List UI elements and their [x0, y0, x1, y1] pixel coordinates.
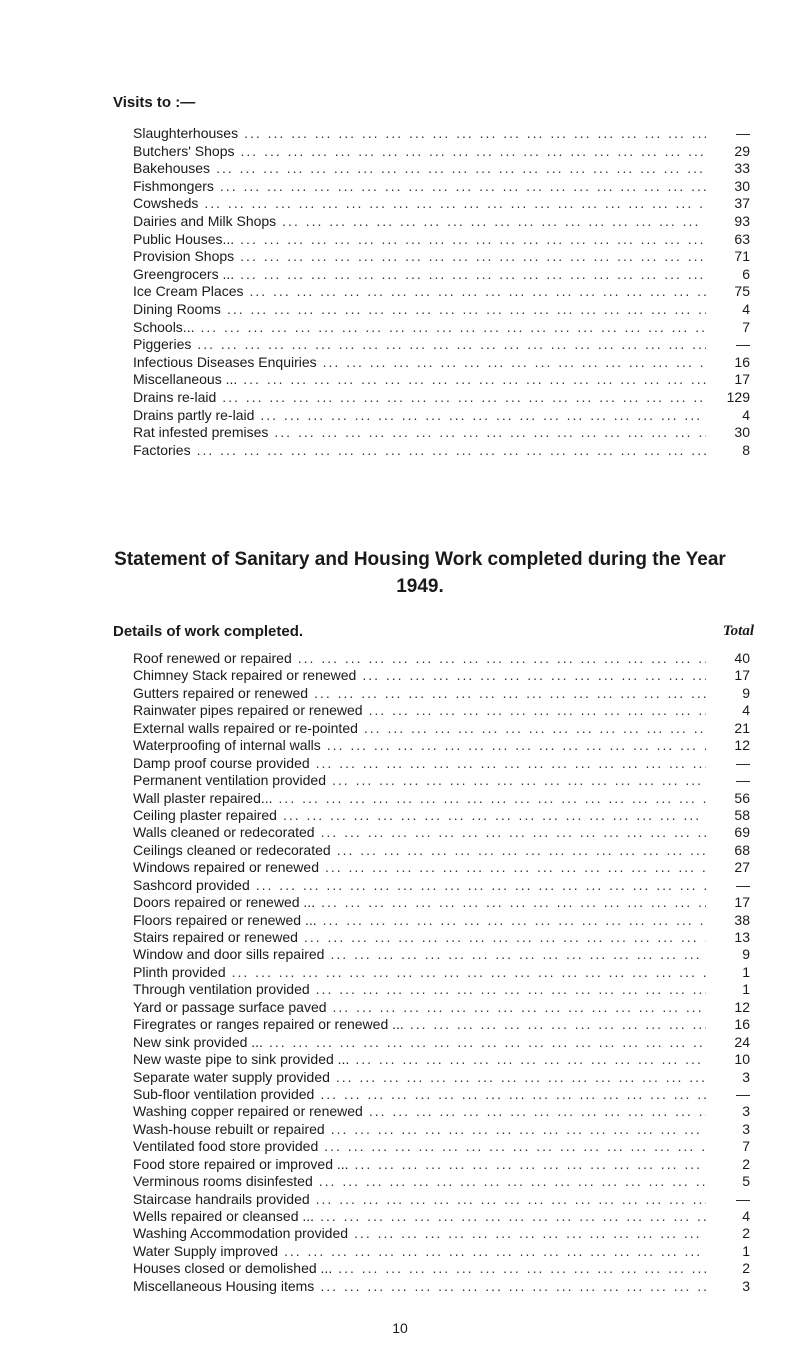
list-item: [133, 824, 750, 841]
list-item: [133, 877, 750, 894]
item-value: 21: [734, 719, 750, 736]
dot-leader: [317, 912, 706, 929]
list-item: [133, 790, 750, 807]
item-value: 4: [742, 1208, 750, 1224]
list-item: [133, 1086, 750, 1103]
item-label: Verminous rooms disinfested: [133, 1173, 313, 1190]
dot-leader: [358, 720, 706, 737]
statement-title-line1: Statement of Sanitary and Housing Work completed during the Year: [114, 549, 726, 570]
item-label: Drains partly re-laid: [133, 406, 255, 423]
list-item: [133, 1173, 750, 1190]
list-item: [133, 354, 750, 372]
item-value: 129: [726, 388, 750, 405]
item-label: Provision Shops: [133, 248, 235, 265]
list-item: [133, 1069, 750, 1086]
dot-leader: [332, 1260, 706, 1277]
list-item: [133, 702, 750, 719]
item-label: Rainwater pipes repaired or renewed: [133, 702, 363, 719]
visits-list: [133, 125, 750, 459]
list-item: [133, 1016, 750, 1033]
item-value: 58: [734, 806, 750, 823]
dot-leader: [226, 964, 706, 981]
dot-leader: [363, 702, 706, 719]
list-item: [133, 283, 750, 301]
item-value: 17: [734, 667, 750, 684]
dot-leader: [349, 1156, 706, 1173]
item-label: Dairies and Milk Shops: [133, 212, 277, 229]
item-value: 9: [742, 946, 750, 963]
item-value: 75: [734, 283, 750, 300]
statement-title: [90, 546, 750, 600]
list-item: [133, 1156, 750, 1173]
dot-leader: [263, 1034, 706, 1051]
list-item: [133, 1051, 750, 1068]
list-item: [133, 125, 750, 143]
dot-leader: [327, 999, 706, 1016]
item-value: 16: [734, 353, 750, 370]
dot-leader: [331, 842, 706, 859]
dot-leader: [325, 1121, 706, 1138]
list-item: [133, 1225, 750, 1242]
item-value: 17: [734, 371, 750, 388]
item-value: —: [736, 1190, 750, 1207]
item-label: Infectious Diseases Enquiries: [133, 353, 317, 370]
details-heading: Details of work completed.: [113, 623, 304, 640]
list-item: [133, 231, 750, 249]
item-value: 7: [742, 318, 750, 335]
list-item: [133, 407, 750, 425]
list-item: [133, 371, 750, 389]
item-value: 27: [734, 859, 750, 876]
item-label: Staircase handrails provided: [133, 1190, 310, 1207]
list-item: [133, 650, 750, 667]
dot-leader: [308, 685, 706, 702]
item-label: Wash-house rebuilt or repaired: [133, 1120, 325, 1137]
dot-leader: [314, 1086, 706, 1103]
item-value: 2: [742, 1260, 750, 1277]
list-item: [133, 1121, 750, 1138]
dot-leader: [326, 772, 706, 789]
dot-leader: [292, 650, 706, 667]
item-value: —: [736, 772, 750, 789]
dot-leader: [314, 1278, 706, 1295]
item-label: Schools...: [133, 318, 195, 335]
item-label: Public Houses...: [133, 230, 235, 247]
dot-leader: [191, 442, 706, 460]
item-label: Separate water supply provided: [133, 1068, 330, 1085]
page-number: 10: [392, 1320, 408, 1336]
item-value: 3: [742, 1103, 750, 1120]
item-value: 38: [734, 911, 750, 928]
item-value: 56: [734, 789, 750, 806]
list-item: [133, 1034, 750, 1051]
list-item: [133, 1208, 750, 1225]
list-item: [133, 685, 750, 702]
dot-leader: [317, 354, 706, 372]
item-value: 1: [742, 963, 750, 980]
item-label: Slaughterhouses: [133, 125, 239, 141]
list-item: [133, 195, 750, 213]
item-label: Houses closed or demolished ...: [133, 1260, 333, 1277]
dot-leader: [210, 160, 706, 178]
item-value: 13: [734, 929, 750, 945]
dot-leader: [324, 946, 706, 963]
item-value: 4: [742, 300, 750, 317]
item-value: 37: [734, 195, 750, 212]
item-label: Ventilated food store provided: [133, 1138, 319, 1155]
list-item: [133, 301, 750, 319]
item-label: Wells repaired or cleansed ...: [133, 1208, 315, 1224]
item-label: New waste pipe to sink provided ...: [133, 1051, 350, 1068]
item-value: 1: [742, 1242, 750, 1259]
item-value: 33: [734, 160, 750, 177]
item-label: Ice Cream Places: [133, 283, 244, 300]
dot-leader: [198, 195, 706, 213]
dot-leader: [250, 877, 706, 894]
item-label: Window and door sills repaired: [133, 946, 325, 963]
dot-leader: [277, 807, 706, 824]
item-value: 12: [734, 998, 750, 1015]
item-label: Food store repaired or improved ...: [133, 1155, 349, 1172]
item-label: Washing copper repaired or renewed: [133, 1103, 363, 1120]
item-value: 17: [734, 894, 750, 911]
item-label: Rat infested premises: [133, 424, 269, 441]
dot-leader: [273, 790, 706, 807]
list-item: [133, 389, 750, 407]
total-column-heading: Total: [722, 623, 754, 639]
list-item: [133, 266, 750, 284]
list-item: [133, 807, 750, 824]
statement-title-line2: 1949.: [396, 576, 444, 597]
list-item: [133, 859, 750, 876]
item-value: 4: [742, 406, 750, 423]
dot-leader: [234, 231, 706, 249]
dot-leader: [348, 1225, 706, 1242]
dot-leader: [234, 248, 706, 266]
item-value: 30: [734, 177, 750, 194]
item-value: 4: [742, 702, 750, 719]
item-label: Washing Accommodation provided: [133, 1225, 349, 1242]
item-label: Doors repaired or renewed ...: [133, 894, 316, 911]
item-label: Bakehouses: [133, 160, 211, 177]
dot-leader: [313, 1173, 706, 1190]
item-value: —: [736, 125, 750, 141]
item-label: Firegrates or ranges repaired or renewed ...: [133, 1016, 404, 1033]
dot-leader: [349, 1051, 706, 1068]
dot-leader: [214, 178, 706, 196]
item-label: Chimney Stack repaired or renewed: [133, 667, 357, 684]
item-label: Through ventilation provided: [133, 981, 310, 998]
item-value: 29: [734, 142, 750, 159]
list-item: [133, 424, 750, 442]
list-item: [133, 1191, 750, 1208]
list-item: [133, 737, 750, 754]
item-value: 6: [742, 265, 750, 282]
item-label: Miscellaneous ...: [133, 371, 238, 388]
item-label: Sashcord provided: [133, 876, 250, 893]
list-item: [133, 720, 750, 737]
item-label: Permanent ventilation provided: [133, 772, 327, 789]
item-value: 30: [734, 424, 750, 441]
list-item: [133, 319, 750, 337]
list-item: [133, 772, 750, 789]
list-item: [133, 143, 750, 161]
list-item: [133, 442, 750, 460]
dot-leader: [254, 407, 706, 425]
item-value: 93: [734, 212, 750, 229]
list-item: [133, 929, 750, 946]
dot-leader: [310, 1191, 706, 1208]
dot-leader: [216, 389, 706, 407]
item-value: 2: [742, 1155, 750, 1172]
item-label: Roof renewed or repaired: [133, 650, 292, 666]
list-item: [133, 1260, 750, 1277]
item-label: External walls repaired or re-pointed: [133, 719, 358, 736]
item-value: 12: [734, 737, 750, 754]
item-label: Ceiling plaster repaired: [133, 806, 277, 823]
list-item: [133, 160, 750, 178]
dot-leader: [314, 1208, 706, 1225]
list-item: [133, 755, 750, 772]
item-label: Waterproofing of internal walls: [133, 737, 321, 754]
dot-leader: [310, 981, 706, 998]
dot-leader: [191, 336, 706, 354]
item-label: Sub-floor ventilation provided: [133, 1085, 315, 1102]
dot-leader: [356, 667, 706, 684]
item-value: 63: [734, 230, 750, 247]
item-label: Stairs repaired or renewed: [133, 929, 298, 945]
list-item: [133, 248, 750, 266]
work-details-list: [133, 650, 750, 1295]
item-value: 9: [742, 684, 750, 701]
list-item: [133, 981, 750, 998]
item-label: Dining Rooms: [133, 300, 221, 317]
list-item: [133, 999, 750, 1016]
dot-leader: [276, 213, 706, 231]
item-label: Ceilings cleaned or redecorated: [133, 841, 331, 858]
item-label: Cowsheds: [133, 195, 199, 212]
dot-leader: [318, 1138, 706, 1155]
dot-leader: [238, 125, 706, 143]
item-label: Piggeries: [133, 336, 192, 353]
item-value: 3: [742, 1068, 750, 1085]
dot-leader: [330, 1069, 706, 1086]
item-label: Drains re-laid: [133, 388, 217, 405]
list-item: [133, 667, 750, 684]
item-value: 7: [742, 1138, 750, 1155]
item-label: Fishmongers: [133, 177, 214, 194]
item-value: 68: [734, 841, 750, 858]
item-value: 5: [742, 1173, 750, 1190]
item-value: —: [736, 754, 750, 771]
list-item: [133, 336, 750, 354]
dot-leader: [319, 859, 706, 876]
dot-leader: [234, 266, 706, 284]
item-value: 40: [734, 650, 750, 666]
dot-leader: [363, 1103, 706, 1120]
dot-leader: [278, 1243, 706, 1260]
item-label: Factories: [133, 441, 191, 458]
list-item: [133, 178, 750, 196]
dot-leader: [237, 371, 706, 389]
item-value: 2: [742, 1225, 750, 1242]
dot-leader: [321, 737, 706, 754]
item-value: 69: [734, 824, 750, 841]
item-label: New sink provided ...: [133, 1033, 263, 1050]
item-label: Damp proof course provided: [133, 754, 310, 771]
list-item: [133, 1278, 750, 1295]
visits-heading: Visits to :—: [113, 94, 196, 111]
dot-leader: [243, 283, 706, 301]
list-item: [133, 1243, 750, 1260]
item-label: Plinth provided: [133, 963, 226, 980]
item-value: 16: [734, 1016, 750, 1033]
item-value: 3: [742, 1120, 750, 1137]
dot-leader: [221, 301, 706, 319]
item-label: Floors repaired or renewed ...: [133, 911, 317, 928]
item-label: Butchers' Shops: [133, 142, 235, 159]
item-label: Wall plaster repaired...: [133, 789, 273, 806]
dot-leader: [315, 894, 706, 911]
list-item: [133, 842, 750, 859]
dot-leader: [194, 319, 706, 337]
list-item: [133, 894, 750, 911]
dot-leader: [310, 755, 706, 772]
item-label: Greengrocers ...: [133, 265, 235, 282]
list-item: [133, 213, 750, 231]
item-value: 71: [734, 248, 750, 265]
item-value: 3: [742, 1277, 750, 1294]
dot-leader: [298, 929, 706, 946]
item-value: 1: [742, 981, 750, 998]
dot-leader: [315, 824, 706, 841]
item-label: Gutters repaired or renewed: [133, 684, 309, 701]
list-item: [133, 964, 750, 981]
item-label: Miscellaneous Housing items: [133, 1277, 315, 1294]
item-value: —: [736, 336, 750, 353]
item-value: 10: [734, 1051, 750, 1068]
item-value: 24: [734, 1033, 750, 1050]
item-value: 8: [742, 441, 750, 458]
list-item: [133, 1103, 750, 1120]
dot-leader: [235, 143, 706, 161]
dot-leader: [268, 424, 706, 442]
list-item: [133, 1138, 750, 1155]
item-label: Walls cleaned or redecorated: [133, 824, 315, 841]
item-label: Water Supply improved: [133, 1242, 278, 1259]
item-value: —: [736, 876, 750, 893]
dot-leader: [404, 1016, 706, 1033]
item-value: —: [736, 1085, 750, 1102]
list-item: [133, 946, 750, 963]
list-item: [133, 912, 750, 929]
item-label: Windows repaired or renewed: [133, 859, 319, 876]
item-label: Yard or passage surface paved: [133, 998, 327, 1015]
